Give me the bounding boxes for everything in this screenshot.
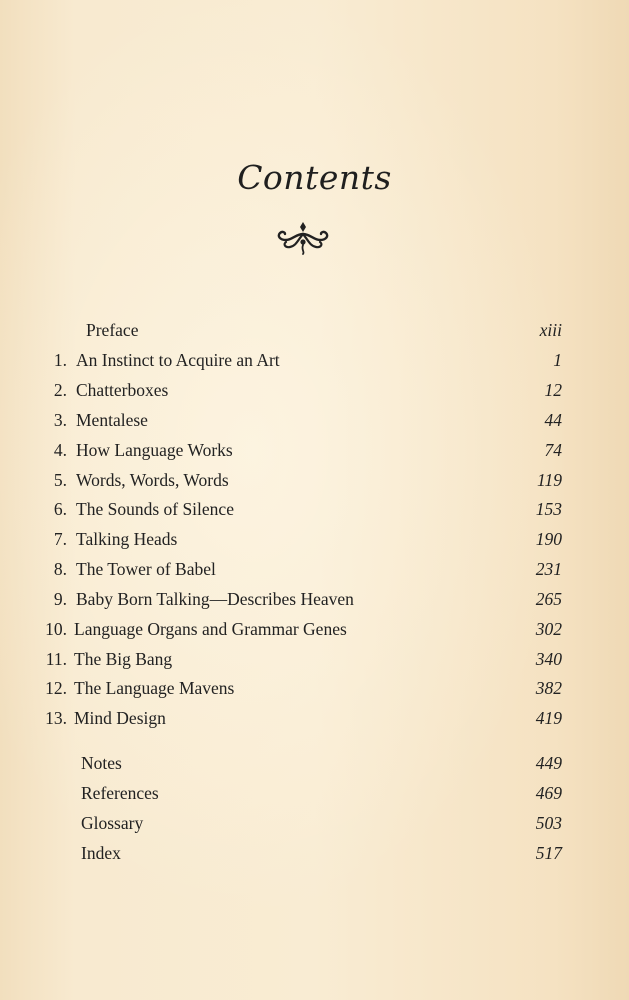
toc-entry-number: 9. <box>53 589 67 609</box>
toc-entry-page: 231 <box>535 559 562 579</box>
toc-entry-chapter[interactable] <box>0 376 629 404</box>
toc-entry-page: 119 <box>537 470 562 490</box>
toc-entry-chapter[interactable] <box>0 555 629 583</box>
toc-entry-chapter[interactable] <box>0 466 629 494</box>
toc-entry-title: Chatterboxes <box>76 380 169 400</box>
toc-entry-title: Language Organs and Grammar Genes <box>74 619 347 639</box>
toc-entry-number: 4. <box>53 440 67 460</box>
toc-entry-glossary[interactable] <box>0 809 629 837</box>
toc-entry-page: 382 <box>535 678 562 698</box>
toc-entry-number: 10. <box>45 619 67 639</box>
toc-entry-page: 517 <box>535 843 562 863</box>
toc-entry-preface[interactable] <box>0 316 629 344</box>
toc-entry-title: Index <box>81 843 121 863</box>
toc-entry-title: Glossary <box>81 813 144 833</box>
toc-entry-chapter[interactable] <box>0 674 629 702</box>
toc-entry-title: Baby Born Talking—Describes Heaven <box>76 589 354 609</box>
toc-entry-chapter[interactable] <box>0 406 629 434</box>
toc-entry-title: An Instinct to Acquire an Art <box>76 350 280 370</box>
toc-entry-chapter[interactable] <box>0 525 629 553</box>
toc-entry-chapter[interactable] <box>0 645 629 673</box>
toc-entry-number: 2. <box>53 380 67 400</box>
toc-entry-number: 7. <box>53 529 67 549</box>
toc-entry-page: 12 <box>544 380 562 400</box>
toc-entry-page: 419 <box>535 708 562 728</box>
toc-entry-number: 11. <box>45 649 67 669</box>
toc-entry-index[interactable] <box>0 839 629 867</box>
toc-entry-chapter[interactable] <box>0 495 629 523</box>
toc-entry-chapter[interactable] <box>0 436 629 464</box>
toc-entry-page: 302 <box>535 619 562 639</box>
toc-entry-title: The Language Mavens <box>74 678 235 698</box>
toc-entry-title: The Sounds of Silence <box>76 499 234 519</box>
toc-entry-chapter[interactable] <box>0 346 629 374</box>
toc-entry-notes[interactable] <box>0 749 629 777</box>
toc-entry-number: 3. <box>53 410 67 430</box>
toc-entry-page: 265 <box>535 589 562 609</box>
toc-entry-title: Talking Heads <box>76 529 178 549</box>
page-title: Contents <box>237 158 392 197</box>
toc-entry-title: Mentalese <box>76 410 148 430</box>
toc-entry-title: Notes <box>81 753 122 773</box>
toc-entry-page: 153 <box>535 499 562 519</box>
toc-entry-page: xiii <box>539 320 562 340</box>
toc-entry-page: 503 <box>535 813 562 833</box>
toc-entry-number: 6. <box>53 499 67 519</box>
fleuron-ornament-icon <box>272 220 334 256</box>
toc-entry-chapter[interactable] <box>0 704 629 732</box>
toc-entry-title: Words, Words, Words <box>76 470 229 490</box>
toc-entry-number: 8. <box>53 559 67 579</box>
toc-entry-title: The Tower of Babel <box>76 559 216 579</box>
toc-entry-number: 1. <box>53 350 67 370</box>
toc-entry-number: 5. <box>53 470 67 490</box>
toc-entry-page: 1 <box>553 350 562 370</box>
toc-entry-references[interactable] <box>0 779 629 807</box>
toc-entry-title: The Big Bang <box>74 649 173 669</box>
toc-entry-page: 190 <box>535 529 562 549</box>
toc-entry-title: How Language Works <box>76 440 233 460</box>
toc-entry-chapter[interactable] <box>0 585 629 613</box>
toc-entry-page: 449 <box>535 753 562 773</box>
toc-entry-page: 340 <box>535 649 562 669</box>
toc-entry-number: 12. <box>45 678 67 698</box>
toc-entry-number: 13. <box>45 708 67 728</box>
toc-entry-page: 44 <box>544 410 562 430</box>
toc-entry-title: References <box>81 783 159 803</box>
toc-entry-page: 74 <box>544 440 562 460</box>
toc-entry-chapter[interactable] <box>0 615 629 643</box>
toc-entry-title: Preface <box>86 320 139 340</box>
toc-entry-title: Mind Design <box>74 708 166 728</box>
toc-entry-page: 469 <box>535 783 562 803</box>
